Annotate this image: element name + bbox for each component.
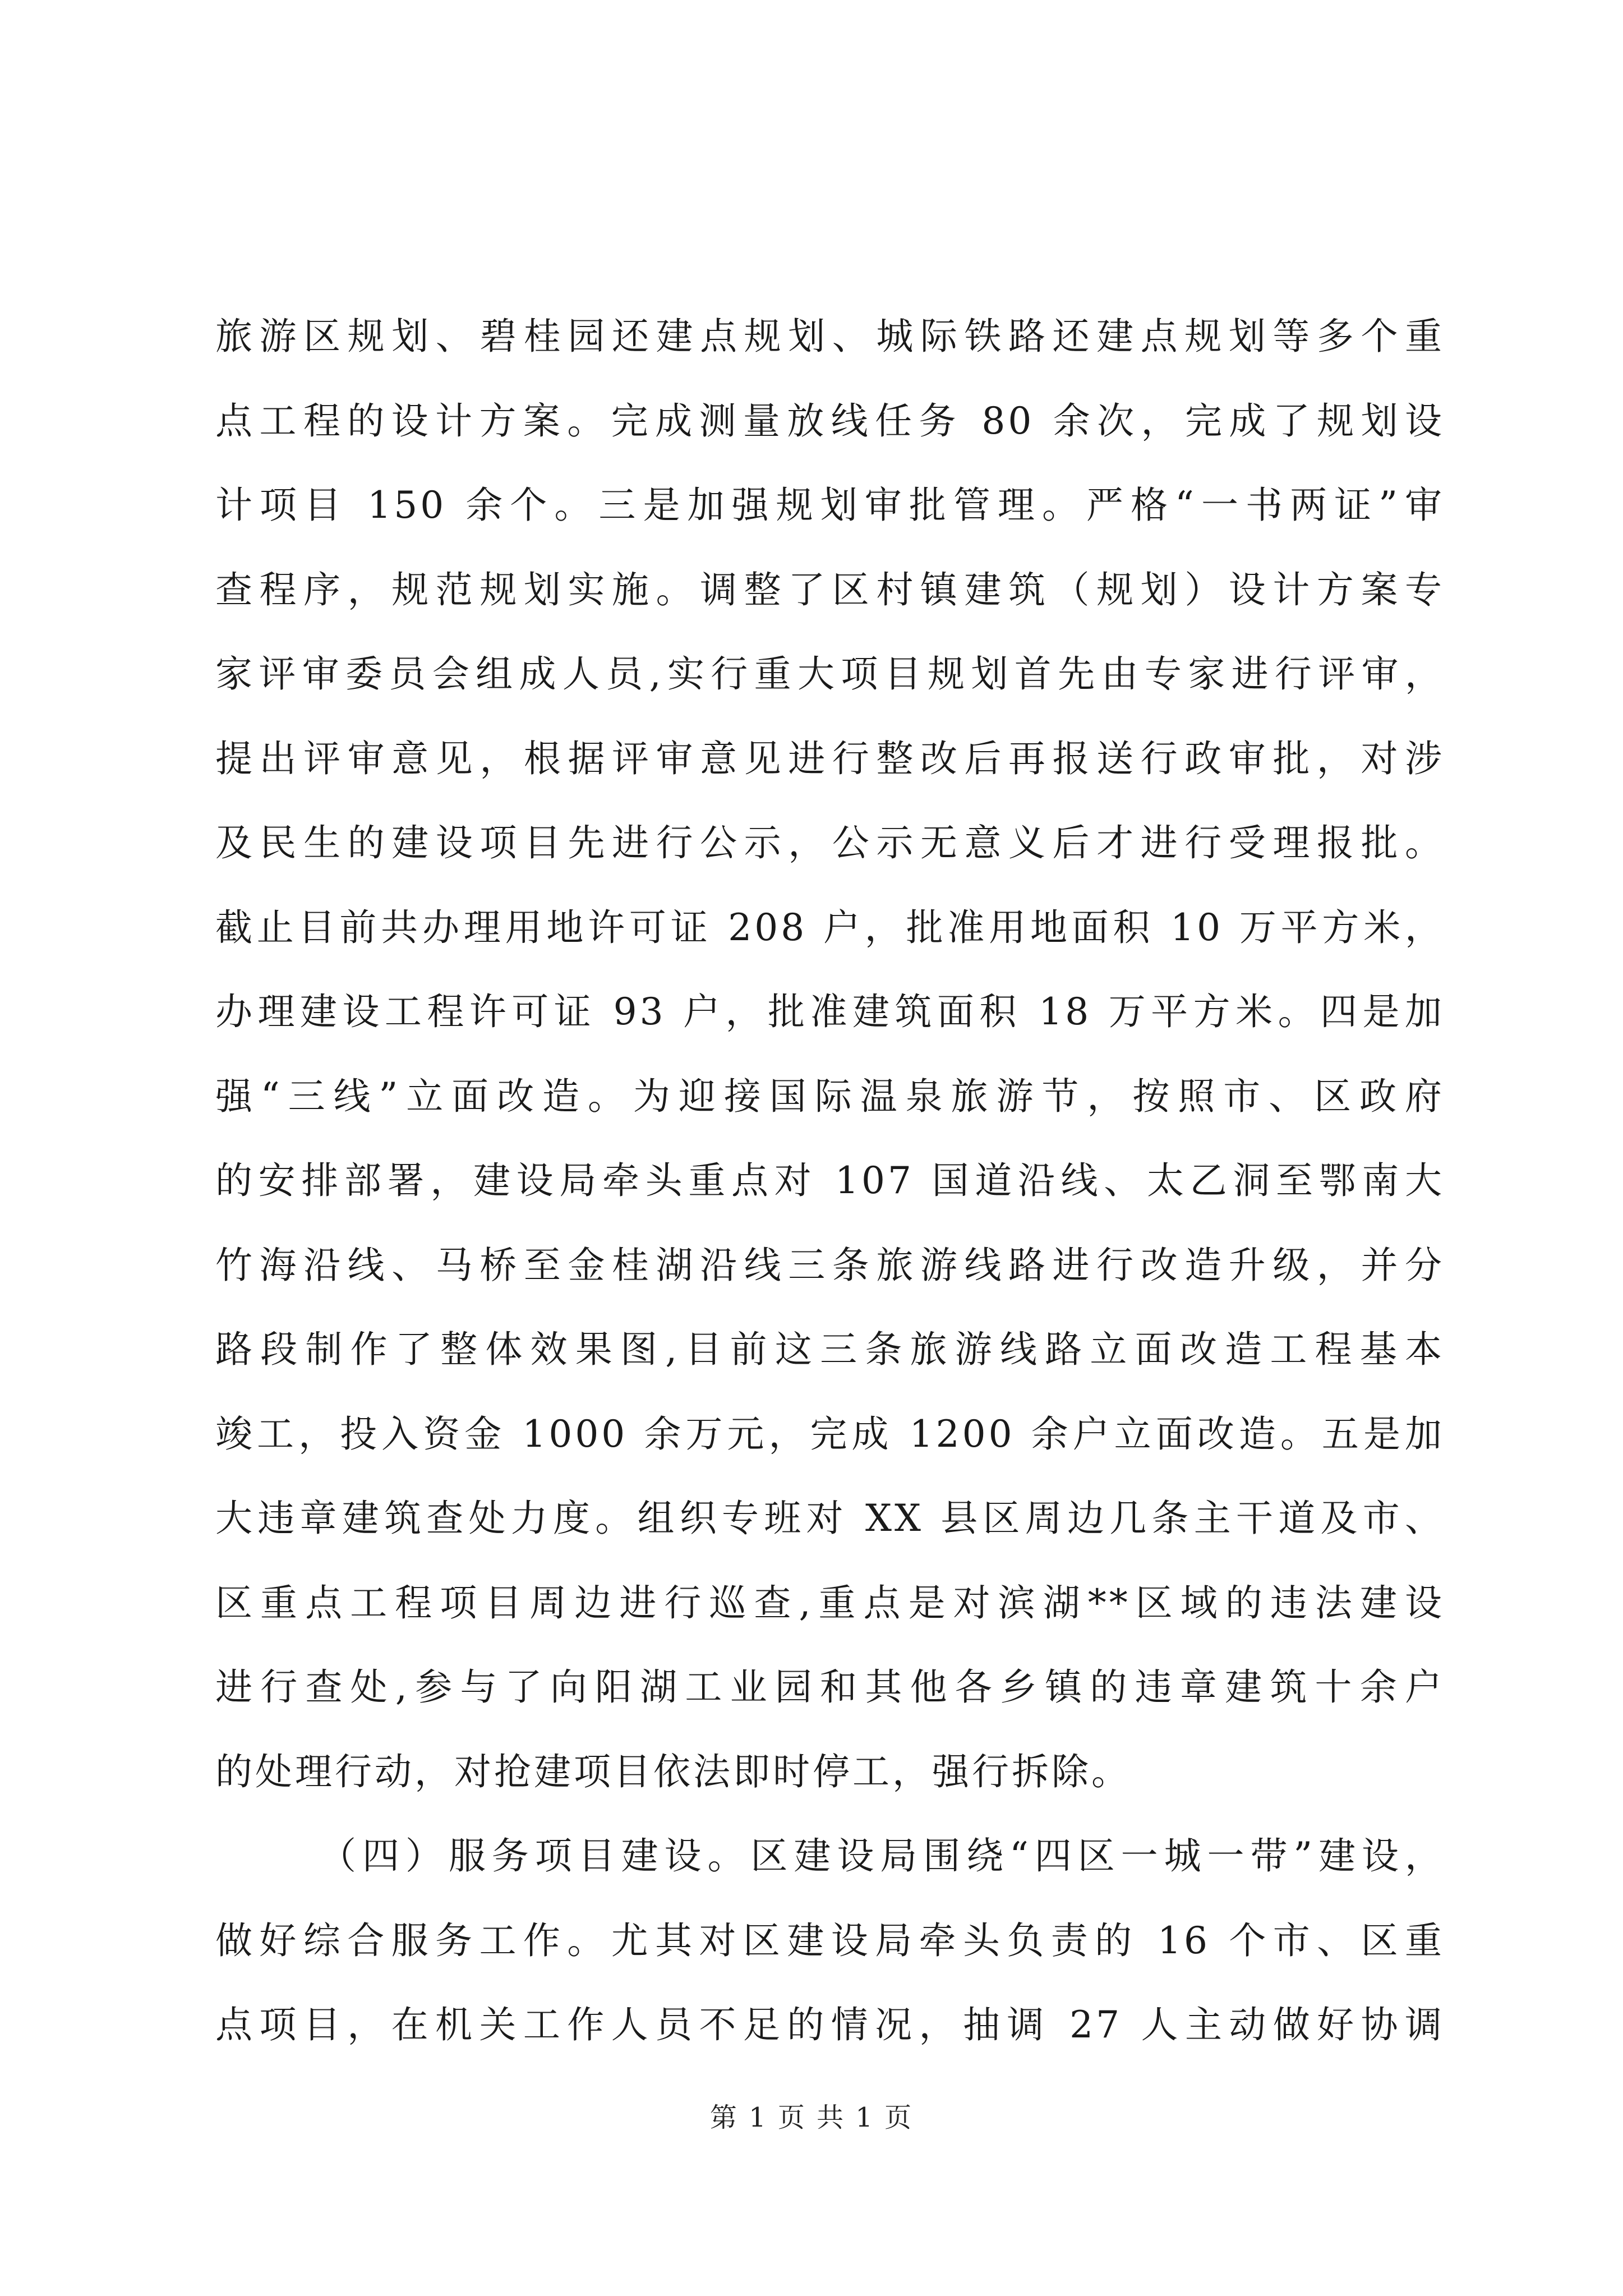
- paragraph-line: 大违章建筑查处力度。组织专班对 XX 县区周边几条主干道及市、: [215, 1497, 1445, 1540]
- section-heading-line: （四）服务项目建设。区建设局围绕“四区一城一带”建设，: [319, 1834, 1445, 1878]
- paragraph-line: 的安排部署，建设局牵头重点对 107 国道沿线、太乙洞至鄂南大: [215, 1159, 1445, 1202]
- paragraph-line: 旅游区规划、碧桂园还建点规划、城际铁路还建点规划等多个重: [215, 315, 1445, 358]
- document-body: [215, 295, 1445, 2068]
- paragraph-line: 查程序，规范规划实施。调整了区村镇建筑（规划）设计方案专: [215, 568, 1445, 611]
- paragraph-line: 计项目 150 余个。三是加强规划审批管理。严格“一书两证”审: [215, 484, 1445, 527]
- paragraph-line: 提出评审意见，根据评审意见进行整改后再报送行政审批，对涉: [215, 737, 1445, 780]
- paragraph-line: 路段制作了整体效果图,目前这三条旅游线路立面改造工程基本: [215, 1328, 1445, 1371]
- paragraph-line: 进行查处,参与了向阳湖工业园和其他各乡镇的违章建筑十余户: [215, 1665, 1445, 1709]
- paragraph-line: 强“三线”立面改造。为迎接国际温泉旅游节，按照市、区政府: [215, 1074, 1445, 1118]
- paragraph-line: 做好综合服务工作。尤其对区建设局牵头负责的 16 个市、区重: [215, 1918, 1445, 1962]
- paragraph-line: 办理建设工程许可证 93 户，批准建筑面积 18 万平方米。四是加: [215, 990, 1445, 1033]
- paragraph-line: 点工程的设计方案。完成测量放线任务 80 余次，完成了规划设: [215, 399, 1445, 443]
- paragraph-line: 点项目，在机关工作人员不足的情况，抽调 27 人主动做好协调: [215, 2003, 1445, 2046]
- paragraph-line: 及民生的建设项目先进行公示，公示无意义后才进行受理报批。: [215, 821, 1445, 864]
- paragraph-line: 竹海沿线、马桥至金桂湖沿线三条旅游线路进行改造升级，并分: [215, 1243, 1445, 1287]
- paragraph-line: 区重点工程项目周边进行巡查,重点是对滨湖**区域的违法建设: [215, 1581, 1445, 1625]
- paragraph-line: 的处理行动，对抢建项目依法即时停工，强行拆除。: [215, 1750, 1131, 1793]
- paragraph-line: 竣工，投入资金 1000 余万元，完成 1200 余户立面改造。五是加: [215, 1412, 1445, 1456]
- page-footer: 第 1 页 共 1 页: [709, 2102, 914, 2133]
- paragraph-line: 家评审委员会组成人员,实行重大项目规划首先由专家进行评审，: [215, 652, 1445, 696]
- paragraph-line: 截止目前共办理用地许可证 208 户，批准用地面积 10 万平方米，: [215, 905, 1445, 949]
